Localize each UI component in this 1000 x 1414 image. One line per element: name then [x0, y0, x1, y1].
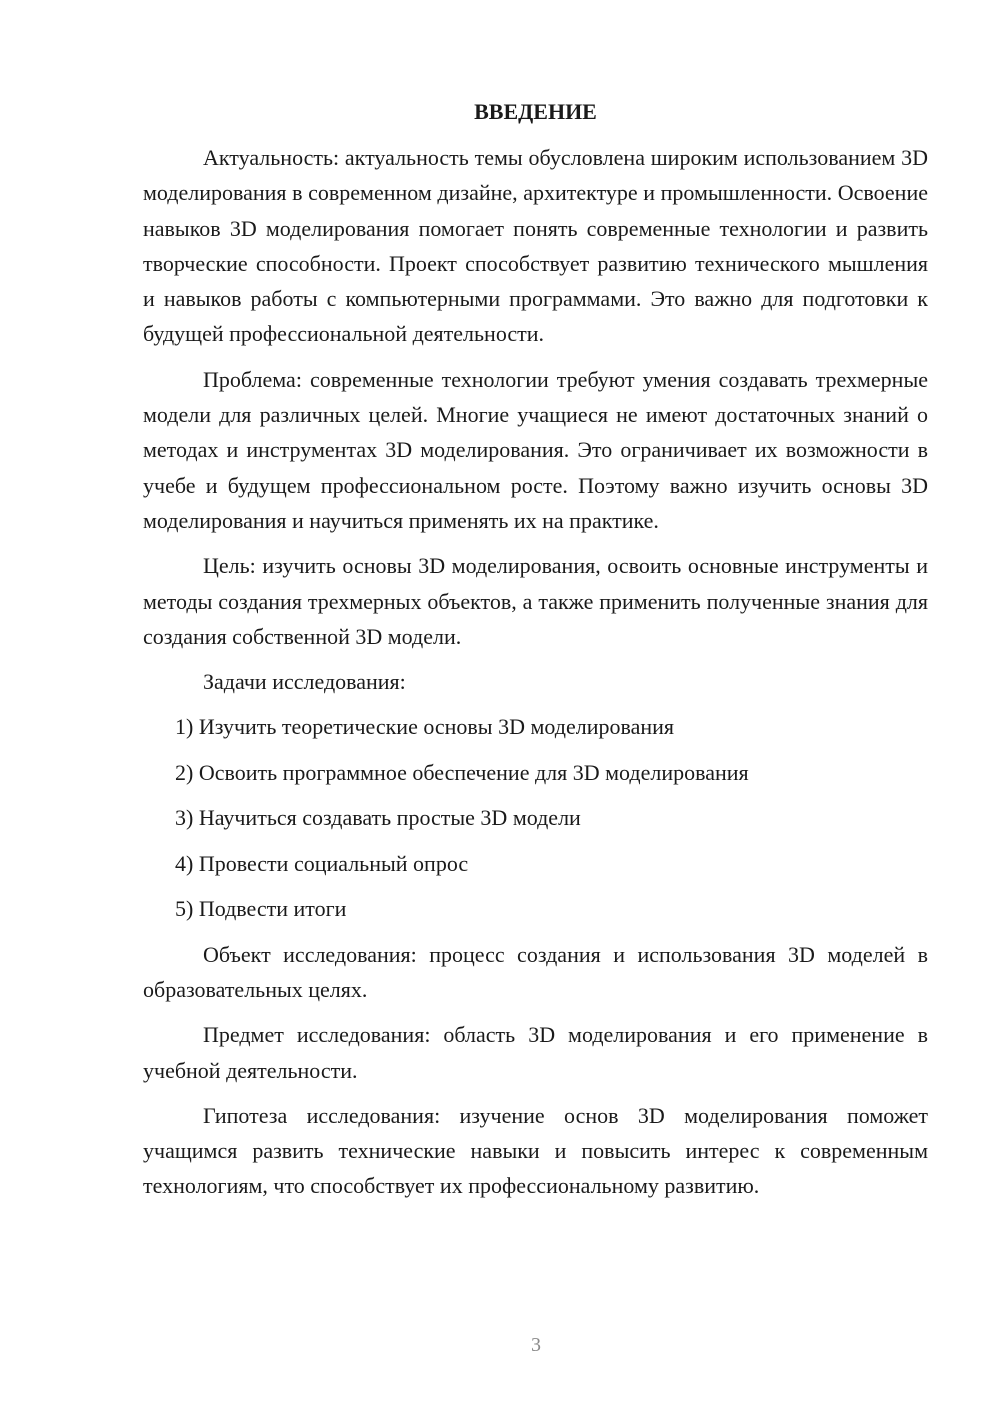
- problem-paragraph: Проблема: современные технологии требуют умения создавать трехмерные модели для различных целей. Многие учащиеся не имеют достаточных знаний о методах и инструментах 3D моделирования. Это ограничивает их возможности в учебе и будущем профессиональном росте. Поэтому важно изучить основы 3D моделирования и научиться применять их на практике.: [143, 366, 928, 533]
- task-item: 3) Научиться создавать простые 3D модели: [175, 805, 581, 831]
- subject-paragraph: Предмет исследования: область 3D моделирования и его применение в учебной деятельности.: [143, 1022, 928, 1083]
- page-number: 3: [531, 1334, 541, 1356]
- goal-paragraph: Цель: изучить основы 3D моделирования, освоить основные инструменты и методы создания трехмерных объектов, а также применить полученные знания для создания собственной 3D модели.: [143, 553, 928, 649]
- task-item: 5) Подвести итоги: [175, 896, 347, 922]
- tasks-heading: Задачи исследования:: [203, 669, 406, 695]
- hypothesis-paragraph: Гипотеза исследования: изучение основ 3D моделирования поможет учащимся развить технические навыки и повысить интерес к современным технологиям, что способствует их профессиональному развитию.: [143, 1102, 928, 1199]
- task-item: 1) Изучить теоретические основы 3D моделирования: [175, 714, 674, 740]
- page-title: ВВЕДЕНИЕ: [474, 99, 597, 124]
- page-content: [143, 96, 928, 1214]
- relevance-paragraph: Актуальность: актуальность темы обусловлена широким использованием 3D моделирования в современном дизайне, архитектуре и промышленности. Освоение навыков 3D моделирования помогает понять современные технологии и развить творческие способности. Проект способствует развитию технического мышления и навыков работы с компьютерными программами. Это важно для подготовки к будущей профессиональной деятельности.: [143, 145, 928, 347]
- task-item: 4) Провести социальный опрос: [175, 850, 469, 876]
- object-paragraph: Объект исследования: процесс создания и использования 3D моделей в образовательных целях.: [143, 941, 928, 1002]
- tasks-list: [143, 709, 928, 926]
- task-item: 2) Освоить программное обеспечение для 3D моделирования: [175, 759, 749, 785]
